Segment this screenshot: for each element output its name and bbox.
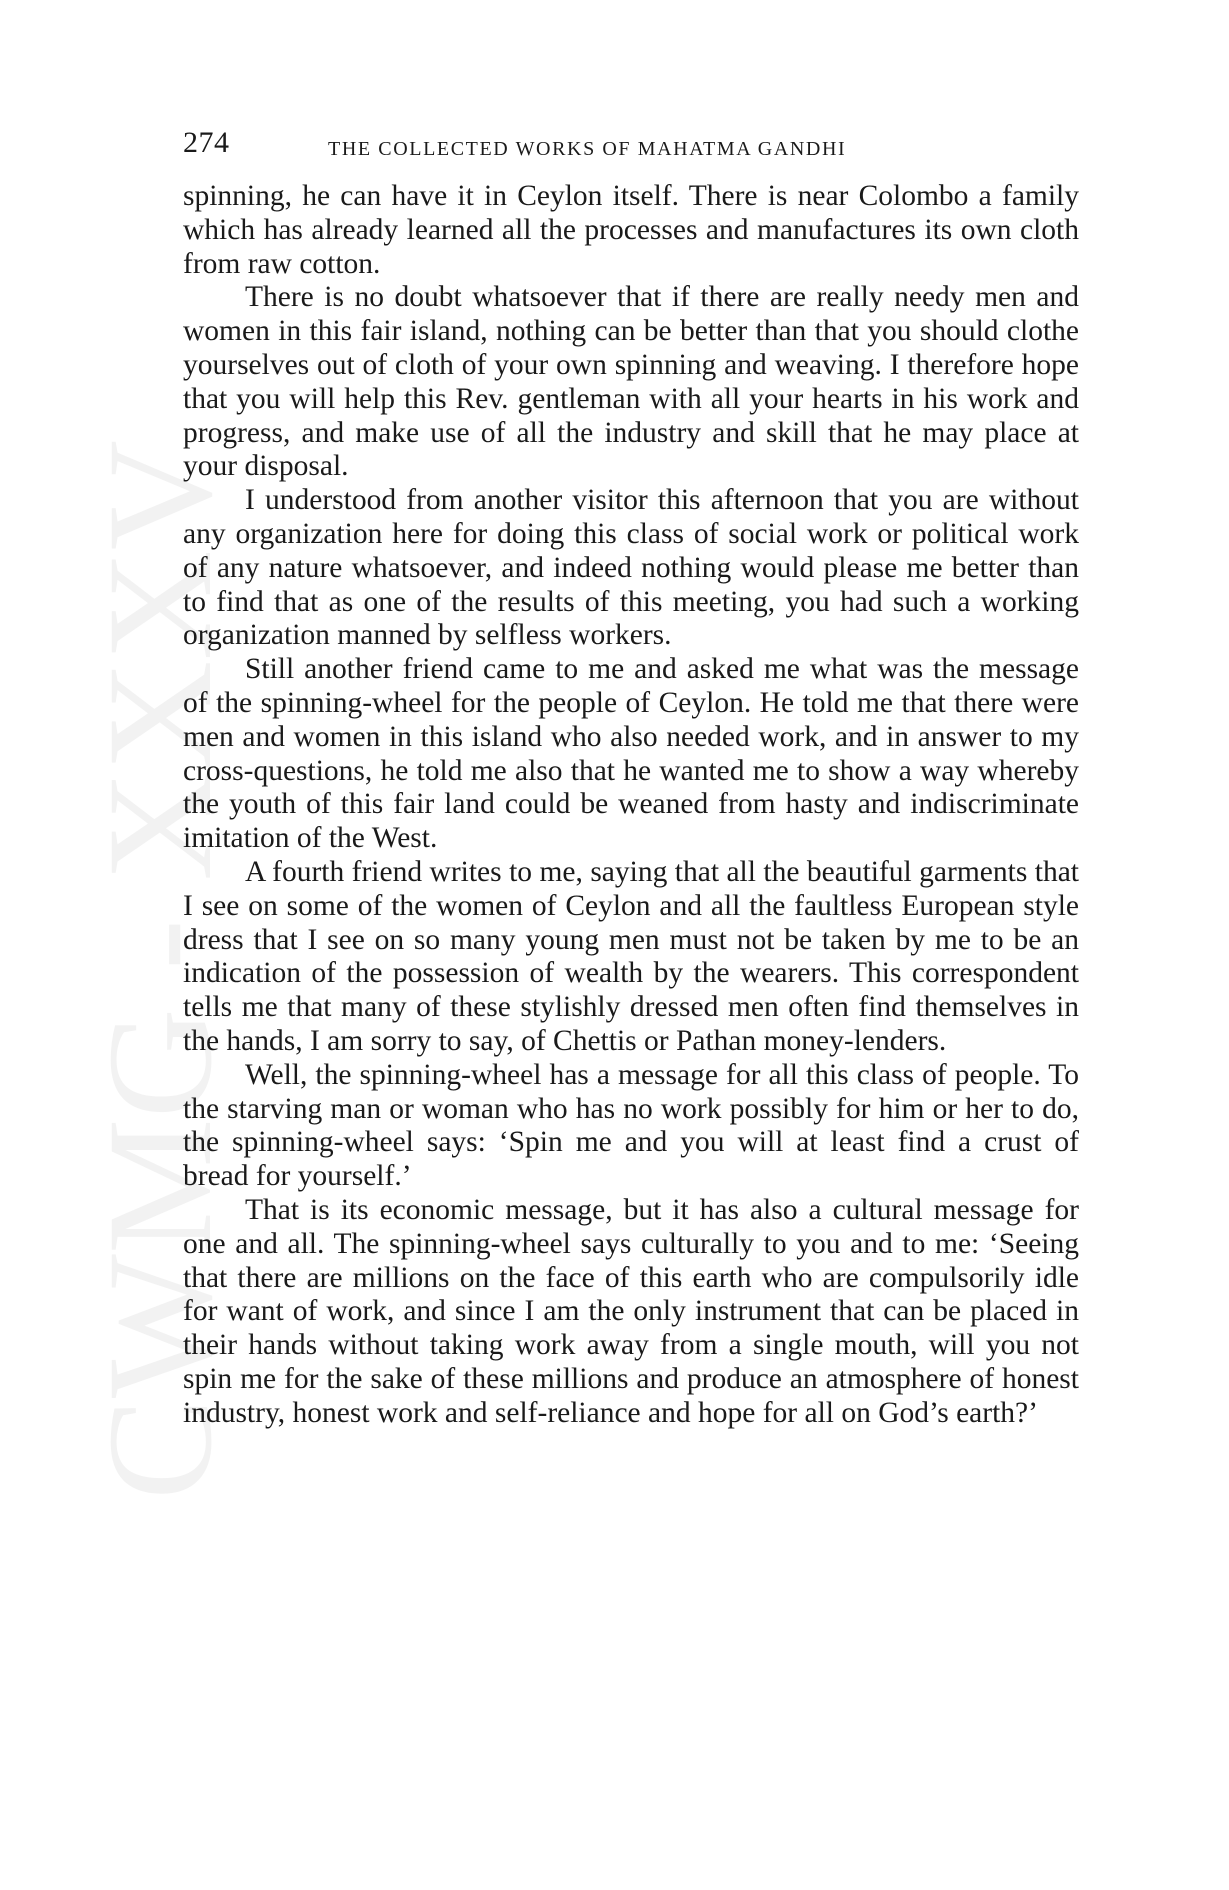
paragraph: spinning, he can have it in Ceylon itself. There is near Colombo a family which has already learned all the processes and manufactures its own cloth from raw cotton. bbox=[183, 180, 1079, 280]
page-number: 274 bbox=[183, 126, 230, 159]
paragraph: Still another friend came to me and asked me what was the message of the spinning-wheel for the people of Ceylon. He told me that there were men and women in this island who also needed work, and in answer to my cross-questions, he told me also that he wanted me to show a way whereby the youth of this fair land could be weaned from hasty and indiscriminate imitation of the West. bbox=[183, 653, 1079, 855]
page-header bbox=[183, 126, 1083, 166]
paragraph: Well, the spinning-wheel has a message for all this class of people. To the starving man or woman who has no work possibly for him or her to do, the spinning-wheel says: ‘Spin me and you will at least find a crust of bread for yourself.’ bbox=[183, 1058, 1079, 1193]
running-head: THE COLLECTED WORKS OF MAHATMA GANDHI bbox=[328, 138, 847, 160]
paragraph: I understood from another visitor this afternoon that you are without any organization here for doing this class of social work or political work of any nature whatsoever, and indeed nothing would please me better than to find that as one of the results of this meeting, you had such a working organization manned by selfless workers. bbox=[183, 484, 1079, 652]
paragraph: There is no doubt whatsoever that if there are really needy men and women in this fair island, nothing can be better than that you should clothe yourselves out of cloth of your own spinning and weaving. I therefore hope that you will help this Rev. gentleman with all your hearts in his work and progress, and make use of all the industry and skill that he may place at your disposal. bbox=[183, 281, 1079, 483]
body-text bbox=[183, 180, 1079, 1430]
svg-text:CWMG - XXXV: CWMG - XXXV bbox=[77, 458, 243, 1500]
paragraph: That is its economic message, but it has also a cultural message for one and all. The spinning-wheel says culturally to you and to me: ‘Seeing that there are millions on the face of this earth who are compulsorily idle for want of work, and since I am the only instrument that can be placed in their hands without taking work away from a single mouth, will you not spin me for the sake of these millions and produce an atmosphere of honest industry, honest work and self-reliance and hope for all on God’s earth?’ bbox=[183, 1193, 1079, 1429]
paragraph: A fourth friend writes to me, saying that all the beautiful garments that I see on some of the women of Ceylon and all the faultless European style dress that I see on so many young men must not be taken by me to be an indication of the possession of wealth by the wearers. This correspondent tells me that many of these stylishly dressed men often find themselves in the hands, I am sorry to say, of Chettis or Pathan money-lenders. bbox=[183, 855, 1079, 1057]
